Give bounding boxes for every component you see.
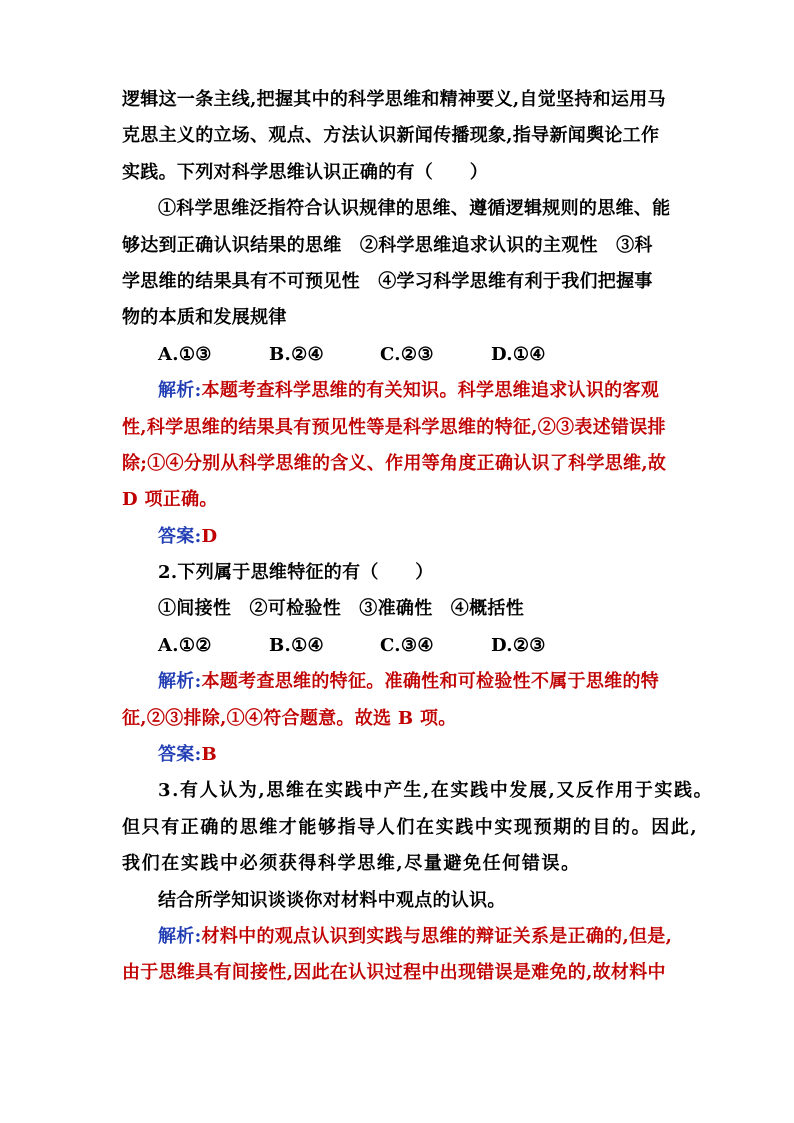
q1-answer-value: D: [201, 525, 218, 547]
q1-analysis-line-4: D 项正确。: [122, 489, 218, 511]
q1-statement-line-4: 物的本质和发展规律: [122, 307, 287, 329]
q1-answer: [122, 519, 684, 555]
q1-answer-label: 答案:: [158, 525, 202, 547]
q2-answer: [122, 737, 684, 773]
q2-analysis-line-1: [122, 664, 684, 700]
q1-stem-line-1: 逻辑这一条主线,把握其中的科学思维和精神要义,自觉坚持和运用马: [122, 89, 666, 110]
q1-stem-line-2: 克思主义的立场、观点、方法认识新闻传播现象,指导新闻舆论工作: [122, 125, 660, 147]
q1-statement-line-2: 够达到正确认识结果的思维 ②科学思维追求认识的主观性 ③科: [122, 234, 653, 256]
q2-analysis-text-1: 本题考查思维的特征。准确性和可检验性不属于思维的特: [201, 671, 660, 693]
q3-material-line-3: 我们在实践中必须获得科学思维,尽量避免任何错误。: [122, 853, 581, 875]
q2-option-a: A.①②: [158, 634, 212, 656]
q1-analysis-line-3: 除;①④分别从科学思维的含义、作用等角度正确认识了科学思维,故: [122, 452, 667, 474]
q1-option-d: D.①④: [491, 343, 546, 365]
q1-options: [122, 337, 684, 373]
q3-analysis-line-2: 由于思维具有间接性,因此在认识过程中出现错误是难免的,故材料中: [122, 962, 666, 984]
q1-statement-line-3: 学思维的结果具有不可预见性 ④学习科学思维有利于我们把握事: [122, 270, 653, 292]
q2-answer-label: 答案:: [158, 744, 202, 766]
q2-answer-value: B: [201, 744, 218, 766]
q1-statement-line-1: ①科学思维泛指符合认识规律的思维、遵循逻辑规则的思维、能: [158, 198, 671, 220]
q1-stem-line-3: 实践。下列对科学思维认识正确的有（ ）: [122, 161, 488, 183]
q2-analysis-line-2: 征,②③排除,①④符合题意。故选 B 项。: [122, 707, 457, 729]
q2-option-d: D.②③: [491, 634, 546, 656]
q1-option-c: C.②③: [380, 343, 434, 365]
q3-material-line-1: 3.有人认为,思维在实践中产生,在实践中发展,又反作用于实践。: [158, 780, 714, 802]
q3-prompt: 结合所学知识谈谈你对材料中观点的认识。: [158, 889, 506, 911]
q1-analysis-line-2: 性,科学思维的结果具有预见性等是科学思维的特征,②③表述错误排: [122, 416, 666, 438]
q3-analysis-text-1: 材料中的观点认识到实践与思维的辩证关系是正确的,但是,: [201, 925, 673, 947]
q2-analysis-label: 解析:: [158, 671, 202, 693]
q2-options: [122, 628, 684, 664]
q3-analysis-label: 解析:: [158, 925, 202, 947]
q1-option-a: A.①③: [158, 343, 212, 365]
q1-analysis-text-1: 本题考查科学思维的有关知识。科学思维追求认识的客观: [201, 380, 660, 402]
q1-option-b: B.②④: [269, 343, 324, 365]
q1-analysis-label: 解析:: [158, 380, 202, 402]
q3-material-line-2: 但只有正确的思维才能够指导人们在实践中实现预期的目的。因此,: [122, 816, 699, 838]
q1-analysis-line-1: [122, 373, 684, 409]
q3-analysis-line-1: [122, 919, 684, 955]
q2-option-b: B.①④: [269, 634, 324, 656]
q2-option-c: C.③④: [380, 634, 434, 656]
q2-statements: ①间接性 ②可检验性 ③准确性 ④概括性: [158, 598, 524, 620]
q2-stem: 2.下列属于思维特征的有（ ）: [158, 562, 434, 584]
